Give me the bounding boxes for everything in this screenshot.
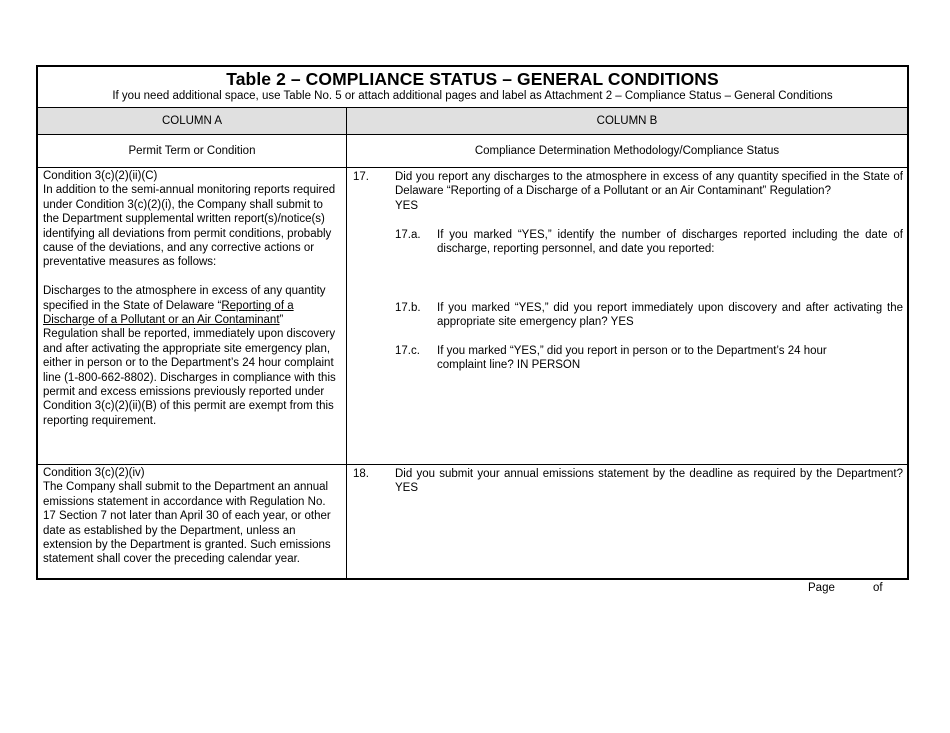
column-b-header: COLUMN B: [347, 108, 907, 134]
column-b-subheader: Compliance Determination Methodology/Compliance Status: [474, 145, 780, 157]
sub-question-number: 17.a.: [395, 229, 421, 241]
condition-text-2: Discharges to the atmosphere in excess of any quantity specified in the State of Delaware “Reporting of a Discharge of a Pollutant or an Air Contaminant” Regulation shall be reported, immediately upon discovery and after activating the appropriate site emergency plan, either in person or to the Department’s 24 hour complaint line (1-800-662-8802). Discharges in compliance with this permit and excess emissions previously reported under Condition 3(c)(2)(ii)(B) of this permit are exempt from this reporting requirement.: [43, 285, 336, 427]
question-number: 17.: [353, 171, 369, 183]
answer: YES: [395, 199, 419, 212]
question-text: Did you report any discharges to the atmosphere in excess of any quantity specified in the State of Delaware “Reporting of a Discharge of a Pollutant or an Air Contaminant” Regulation? YES: [395, 171, 903, 212]
column-divider: [346, 107, 347, 580]
condition-id: Condition 3(c)(2)(iv): [43, 467, 145, 479]
regulation-link: Reporting of a Discharge of a Pollutant or an Air Contaminant: [43, 299, 294, 327]
table-title: Table 2 – COMPLIANCE STATUS – GENERAL CONDITIONS: [226, 69, 719, 89]
question-number: 18.: [353, 468, 369, 480]
condition-text: In addition to the semi-annual monitoring reports required under Condition 3(c)(2)(i), the Company shall submit to the Department supplemental written report(s)/notice(s) identifying all deviations from permit conditions, probably cause of the deviations, and any corrective actions or preventative measures as follows:: [43, 184, 336, 269]
table-header: [38, 67, 907, 107]
sub-question-text: If you marked “YES,” did you report immediately upon discovery and after activating the appropriate site emergency plan? YES: [437, 302, 903, 329]
condition-text: The Company shall submit to the Department an annual emissions statement in accordance with Regulation No. 17 Section 7 not later than April 30 of each year, or other date as established by the Department, unless an extension by the Department is granted. Such emissions statement shall cover the preceding calendar year.: [43, 481, 331, 566]
page-of-label: of: [873, 582, 883, 594]
sub-question-number: 17.c.: [395, 345, 420, 357]
page-label: Page: [808, 582, 835, 594]
condition-id: Condition 3(c)(2)(ii)(C): [43, 170, 158, 182]
question-text: Did you submit your annual emissions statement by the deadline as required by the Department? YES: [395, 468, 903, 495]
compliance-table: [36, 65, 909, 580]
sub-question-text: If you marked “YES,” identify the number of discharges reported including the date of discharge, reporting personnel, and date you reported:: [437, 229, 903, 256]
table-instructions: If you need additional space, use Table No. 5 or attach additional pages and label as Attachment 2 – Compliance Status – General Conditions: [112, 90, 833, 102]
table-row-2-condition: [43, 466, 341, 567]
table-row-1-condition: [43, 169, 341, 428]
sub-question-number: 17.b.: [395, 302, 421, 314]
row-divider: [38, 464, 907, 465]
divider: [38, 167, 907, 168]
sub-question-text: If you marked “YES,” did you report in person or to the Department’s 24 hour complaint line? IN PERSON: [437, 345, 827, 372]
column-a-header: COLUMN A: [38, 108, 346, 134]
column-a-subheader: Permit Term or Condition: [128, 145, 256, 157]
